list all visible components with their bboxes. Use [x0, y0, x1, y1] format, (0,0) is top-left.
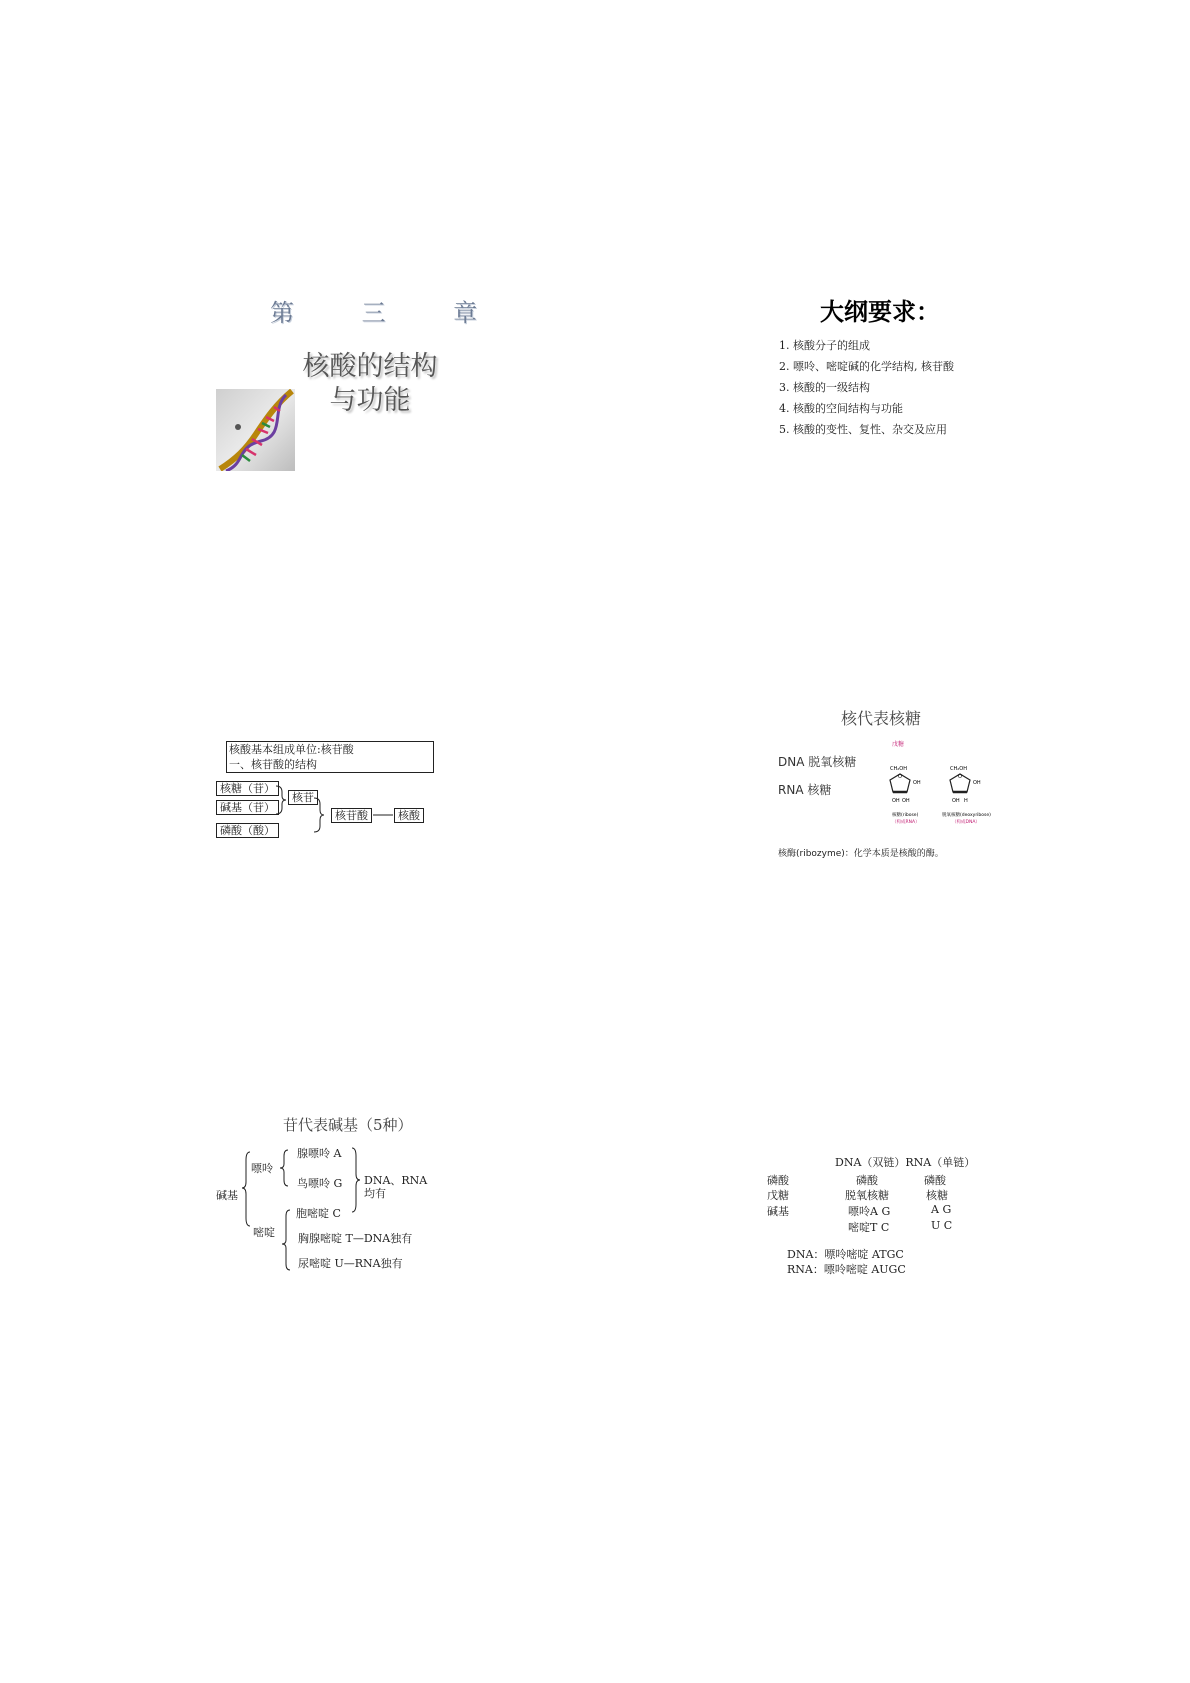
list-item: 1. 核酸分子的组成 [779, 339, 870, 352]
guanine-label: 鸟嘌呤 G [297, 1177, 343, 1190]
dna-summary: DNA：嘌呤嘧啶 ATGC [787, 1248, 904, 1261]
deoxyribose-structure [942, 766, 991, 825]
title-line-2: 与功能 [329, 385, 411, 416]
row-label-pentose: 戊糖 [767, 1189, 789, 1202]
shared-line-1: DNA、RNA [364, 1174, 428, 1187]
oh-label: OH [913, 780, 921, 786]
dna-cell: 磷酸 [856, 1174, 878, 1187]
rna-cell: U C [931, 1219, 953, 1232]
rna-cell: A G [931, 1203, 952, 1216]
sugar-slide-title: 核代表核糖 [841, 709, 922, 728]
comparison-header: DNA（双链）RNA（单链） [835, 1156, 976, 1169]
shared-label [364, 1174, 427, 1200]
slide1-title [300, 350, 440, 418]
rna-cell: 磷酸 [924, 1174, 946, 1187]
row-label-base: 碱基 [767, 1205, 789, 1218]
purine-label: 嘌呤 [251, 1162, 273, 1175]
base-brackets [240, 1140, 370, 1275]
row-label-phosphate: 磷酸 [767, 1174, 789, 1187]
list-item: 3. 核酸的一级结构 [779, 381, 870, 394]
deoxy-caption: 脱氧核糖(deoxyribose) [942, 813, 991, 818]
pentose-structures [880, 740, 1000, 840]
oh-label: OH [902, 798, 910, 804]
list-item: 2. 嘌呤、嘧啶碱的化学结构, 核苷酸 [779, 360, 954, 373]
o-label: O [958, 774, 962, 780]
dna-cell: 嘌呤A G [848, 1205, 891, 1218]
title-line-1: 核酸的结构 [302, 351, 438, 382]
outline-list [779, 335, 954, 440]
base-box: 碱基（苷） [216, 800, 279, 815]
sugar-box: 核糖（苷） [216, 781, 279, 796]
dna-sugar-label: DNA 脱氧核糖 [778, 755, 857, 769]
pyrimidine-label: 嘧啶 [253, 1226, 275, 1239]
oh-label: OH [952, 798, 960, 804]
ch2oh-label: CH₂OH [890, 766, 907, 772]
o-label: O [898, 774, 902, 780]
rna-cell: 核糖 [926, 1189, 948, 1202]
nucleotide-brackets [270, 782, 400, 838]
base-root-label: 碱基 [216, 1189, 238, 1202]
oh-label: OH [892, 798, 900, 804]
list-item: 4. 核酸的空间结构与功能 [779, 402, 903, 415]
cytosine-label: 胞嘧啶 C [296, 1207, 341, 1220]
header-line-1: 核酸基本组成单位:核苷酸 [229, 743, 354, 756]
pentose-label: 戊糖 [892, 741, 905, 748]
rna-summary: RNA：嘌呤嘧啶 AUGC [787, 1263, 906, 1276]
adenine-label: 腺嘌呤 A [297, 1147, 342, 1160]
h-label: H [964, 798, 968, 804]
dna-cell: 嘧啶T C [848, 1221, 890, 1234]
list-item: 5. 核酸的变性、复性、杂交及应用 [779, 423, 947, 436]
dna-helix-image [216, 389, 295, 471]
header-line-2: 一、核苷酸的结构 [229, 758, 317, 771]
ribose-caption: 核糖(ribose) [892, 813, 919, 818]
ch2oh-label: CH₂OH [950, 766, 967, 772]
deoxy-sub: （构成DNA） [952, 820, 980, 825]
shared-line-2: 均有 [364, 1187, 386, 1200]
nucleotide-header-box [226, 741, 434, 773]
base-slide-title: 苷代表碱基（5种） [283, 1116, 413, 1134]
ribose-sub: （构成RNA） [892, 820, 920, 825]
ribozyme-note: 核酶(ribozyme)：化学本质是核酸的酶。 [778, 849, 944, 859]
thymine-label: 胸腺嘧啶 T—DNA独有 [298, 1232, 413, 1245]
nucleoside-box: 核苷 [288, 790, 318, 805]
nucleic-acid-box: 核酸 [394, 808, 424, 823]
chapter-label: 第 三 章 [270, 299, 508, 327]
nucleotide-box: 核苷酸 [331, 808, 372, 823]
phosphate-box: 磷酸（酸） [216, 823, 279, 838]
rna-sugar-label: RNA 核糖 [778, 783, 832, 797]
outline-title: 大纲要求： [820, 298, 940, 326]
uracil-label: 尿嘧啶 U—RNA独有 [298, 1257, 403, 1270]
oh-label: OH [973, 780, 981, 786]
ribose-structure [890, 766, 921, 825]
dna-cell: 脱氧核糖 [845, 1189, 889, 1202]
